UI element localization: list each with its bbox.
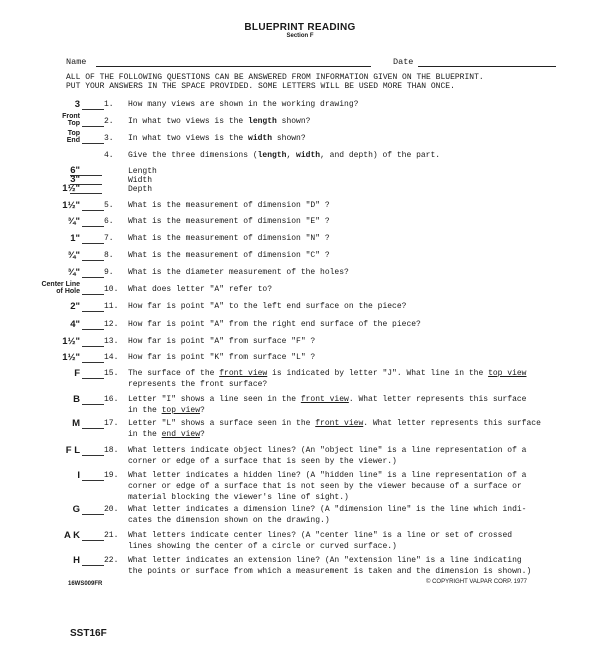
answer-blank bbox=[82, 540, 104, 541]
dimension-answer-depth[interactable]: 1½" bbox=[62, 183, 80, 194]
answer-2[interactable] bbox=[62, 113, 80, 127]
question-text-line: corner or edge of a surface that is not seen by the viewer because of a surface or bbox=[128, 482, 522, 491]
question-text bbox=[128, 233, 568, 244]
question-text-line: What is the measurement of dimension "E" ? bbox=[128, 217, 330, 226]
answer-blank bbox=[82, 329, 104, 330]
date-field[interactable] bbox=[418, 66, 556, 67]
answer-12[interactable]: 4" bbox=[70, 319, 80, 330]
question-text-line: The surface of the front view is indicated by letter "J". What line in the top view bbox=[128, 369, 527, 378]
answer-blank bbox=[82, 143, 104, 144]
answer-line: Top bbox=[67, 120, 80, 127]
question-number: 13. bbox=[104, 337, 119, 346]
question-number: 9. bbox=[104, 268, 114, 277]
question-text-line: Letter "I" shows a line seen in the front view. What letter represents this surface bbox=[128, 395, 527, 404]
answer-13[interactable]: 1½" bbox=[62, 336, 80, 347]
answer-line: Front bbox=[62, 113, 80, 120]
answer-blank bbox=[82, 480, 104, 481]
answer-19[interactable]: I bbox=[77, 470, 80, 481]
question-text bbox=[128, 267, 568, 278]
question-text-line: the points or surface from which a measurement is taken and the dimension is shown.) bbox=[128, 567, 532, 576]
date-label: Date bbox=[393, 57, 414, 67]
answer-15[interactable]: F bbox=[74, 368, 80, 379]
answer-7[interactable]: 1" bbox=[70, 233, 80, 244]
answer-16[interactable]: B bbox=[73, 394, 80, 405]
question-text-line: In what two views is the width shown? bbox=[128, 134, 306, 143]
question-number: 19. bbox=[104, 471, 119, 480]
question-number: 20. bbox=[104, 505, 119, 514]
form-code: 16WS009FR bbox=[68, 581, 103, 587]
answer-blank bbox=[82, 514, 104, 515]
answer-blank bbox=[82, 346, 104, 347]
question-number: 18. bbox=[104, 446, 119, 455]
question-text bbox=[128, 470, 568, 503]
answer-line: Center Line bbox=[41, 281, 80, 288]
answer-line: Top bbox=[67, 130, 80, 137]
answer-blank bbox=[82, 378, 104, 379]
question-text bbox=[128, 336, 568, 347]
question-text-line: Give the three dimensions (length, width, and depth) of the part. bbox=[128, 151, 441, 160]
question-text bbox=[128, 99, 568, 110]
question-text-line: What is the measurement of dimension "D" ? bbox=[128, 201, 330, 210]
question-text-line: What letter indicates an extension line? (An "extension line" is a line indicating bbox=[128, 556, 522, 565]
copyright-notice: © COPYRIGHT VALPAR CORP. 1977 bbox=[426, 579, 528, 585]
question-text-line: What letters indicate object lines? (An "object line" is a line representation of a bbox=[128, 446, 527, 455]
answer-1[interactable]: 3 bbox=[74, 99, 80, 110]
answer-22[interactable]: H bbox=[73, 555, 80, 566]
dimension-label: Length bbox=[128, 167, 157, 176]
answer-blank bbox=[82, 226, 104, 227]
question-text-line: In what two views is the length shown? bbox=[128, 117, 311, 126]
question-number: 4. bbox=[104, 151, 114, 160]
question-number: 11. bbox=[104, 302, 119, 311]
answer-5[interactable]: 1½" bbox=[62, 200, 80, 211]
question-text bbox=[128, 418, 568, 440]
answer-11[interactable]: 2" bbox=[70, 301, 80, 312]
dimension-answer-width[interactable]: 3" bbox=[70, 174, 80, 185]
answer-blank bbox=[82, 311, 104, 312]
question-text bbox=[128, 530, 568, 552]
answer-blank bbox=[82, 294, 104, 295]
question-text-line: How far is point "A" from the right end surface of the piece? bbox=[128, 320, 421, 329]
question-number: 7. bbox=[104, 234, 114, 243]
answer-21[interactable]: A K bbox=[63, 530, 80, 541]
question-number: 15. bbox=[104, 369, 119, 378]
answer-blank bbox=[82, 565, 104, 566]
answer-blank bbox=[82, 404, 104, 405]
question-text-line: What is the measurement of dimension "C" ? bbox=[128, 251, 330, 260]
dimension-blank bbox=[70, 193, 102, 194]
question-text-line: What letter indicates a dimension line? (A "dimension line" is the line which indi- bbox=[128, 505, 527, 514]
question-text bbox=[128, 200, 568, 211]
question-text bbox=[128, 301, 568, 312]
question-text-line: in the top view? bbox=[128, 406, 205, 415]
answer-blank bbox=[82, 126, 104, 127]
dimension-answer-length[interactable]: 6" bbox=[70, 165, 80, 176]
question-text-line: What letters indicate center lines? (A "center line" is a line or set of crossed bbox=[128, 531, 513, 540]
answer-14[interactable]: 1½" bbox=[62, 352, 80, 363]
question-text-line: lines showing the center of a circle or curved surface.) bbox=[128, 542, 397, 551]
question-number: 14. bbox=[104, 353, 119, 362]
question-number: 10. bbox=[104, 285, 119, 294]
answer-blank bbox=[82, 243, 104, 244]
answer-20[interactable]: G bbox=[72, 504, 80, 515]
question-text bbox=[128, 445, 568, 467]
question-text-line: corner or edge of a surface that is seen by the viewer.) bbox=[128, 457, 397, 466]
question-text bbox=[128, 368, 568, 390]
question-number: 1. bbox=[104, 100, 114, 109]
answer-6[interactable]: ¾" bbox=[67, 216, 80, 227]
answer-3[interactable] bbox=[67, 130, 80, 144]
question-text bbox=[128, 394, 568, 416]
question-text bbox=[128, 116, 568, 127]
question-text-line: What is the diameter measurement of the holes? bbox=[128, 268, 349, 277]
answer-8[interactable]: ¾" bbox=[67, 250, 80, 261]
question-text bbox=[128, 352, 568, 363]
question-text bbox=[128, 555, 568, 577]
question-text-line: How far is point "A" to the left end surface on the piece? bbox=[128, 302, 407, 311]
question-number: 16. bbox=[104, 395, 119, 404]
answer-line: End bbox=[66, 137, 80, 144]
question-text-line: What does letter "A" refer to? bbox=[128, 285, 273, 294]
question-number: 21. bbox=[104, 531, 119, 540]
question-text-line: How far is point "K" from surface "L" ? bbox=[128, 353, 316, 362]
question-text-line: How far is point "A" from surface "F" ? bbox=[128, 337, 316, 346]
question-text-line: cates the dimension shown on the drawing.) bbox=[128, 516, 330, 525]
question-text-line: represents the front surface? bbox=[128, 380, 268, 389]
answer-blank bbox=[82, 210, 104, 211]
question-text bbox=[128, 319, 568, 330]
instructions-line-2: PUT YOUR ANSWERS IN THE SPACE PROVIDED. SOME LETTERS WILL BE USED MORE THAN ONCE. bbox=[66, 82, 455, 91]
question-text-line: What letter indicates a hidden line? (A "hidden line" is a line representation of a bbox=[128, 471, 527, 480]
answer-line: of Hole bbox=[56, 288, 80, 295]
question-text bbox=[128, 504, 568, 526]
page-subtitle: Section F bbox=[286, 33, 314, 39]
instructions-line-1: ALL OF THE FOLLOWING QUESTIONS CAN BE ANSWERED FROM INFORMATION GIVEN ON THE BLUEPRINT. bbox=[66, 73, 484, 82]
dimension-label: Width bbox=[128, 176, 153, 185]
page-title: BLUEPRINT READING bbox=[244, 22, 356, 33]
answer-blank bbox=[82, 362, 104, 363]
question-text-line: How many views are shown in the working drawing? bbox=[128, 100, 359, 109]
question-text-line: in the end view? bbox=[128, 430, 205, 439]
question-text-line: What is the measurement of dimension "N" ? bbox=[128, 234, 330, 243]
question-text-line: material blocking the viewer's line of sight.) bbox=[128, 493, 349, 502]
answer-blank bbox=[82, 260, 104, 261]
question-text bbox=[128, 284, 568, 295]
question-number: 2. bbox=[104, 117, 114, 126]
answer-18[interactable]: F L bbox=[65, 445, 80, 456]
answer-9[interactable]: ¾" bbox=[67, 267, 80, 278]
answer-blank bbox=[82, 455, 104, 456]
question-number: 8. bbox=[104, 251, 114, 260]
answer-blank bbox=[82, 109, 104, 110]
question-number: 22. bbox=[104, 556, 119, 565]
name-field[interactable] bbox=[96, 66, 371, 67]
answer-blank bbox=[82, 277, 104, 278]
question-text bbox=[128, 216, 568, 227]
answer-blank bbox=[82, 428, 104, 429]
answer-10[interactable] bbox=[41, 281, 80, 295]
question-text bbox=[128, 133, 568, 144]
question-number: 5. bbox=[104, 201, 114, 210]
name-label: Name bbox=[66, 57, 87, 67]
question-number: 17. bbox=[104, 419, 119, 428]
sheet-code: SST16F bbox=[70, 628, 107, 639]
question-text bbox=[128, 250, 568, 261]
question-number: 6. bbox=[104, 217, 114, 226]
answer-17[interactable]: M bbox=[72, 418, 80, 429]
question-number: 3. bbox=[104, 134, 114, 143]
question-number: 12. bbox=[104, 320, 119, 329]
dimension-label: Depth bbox=[128, 185, 153, 194]
question-text-line: Letter "L" shows a surface seen in the front view. What letter represents this surface bbox=[128, 419, 541, 428]
question-text bbox=[128, 150, 568, 161]
